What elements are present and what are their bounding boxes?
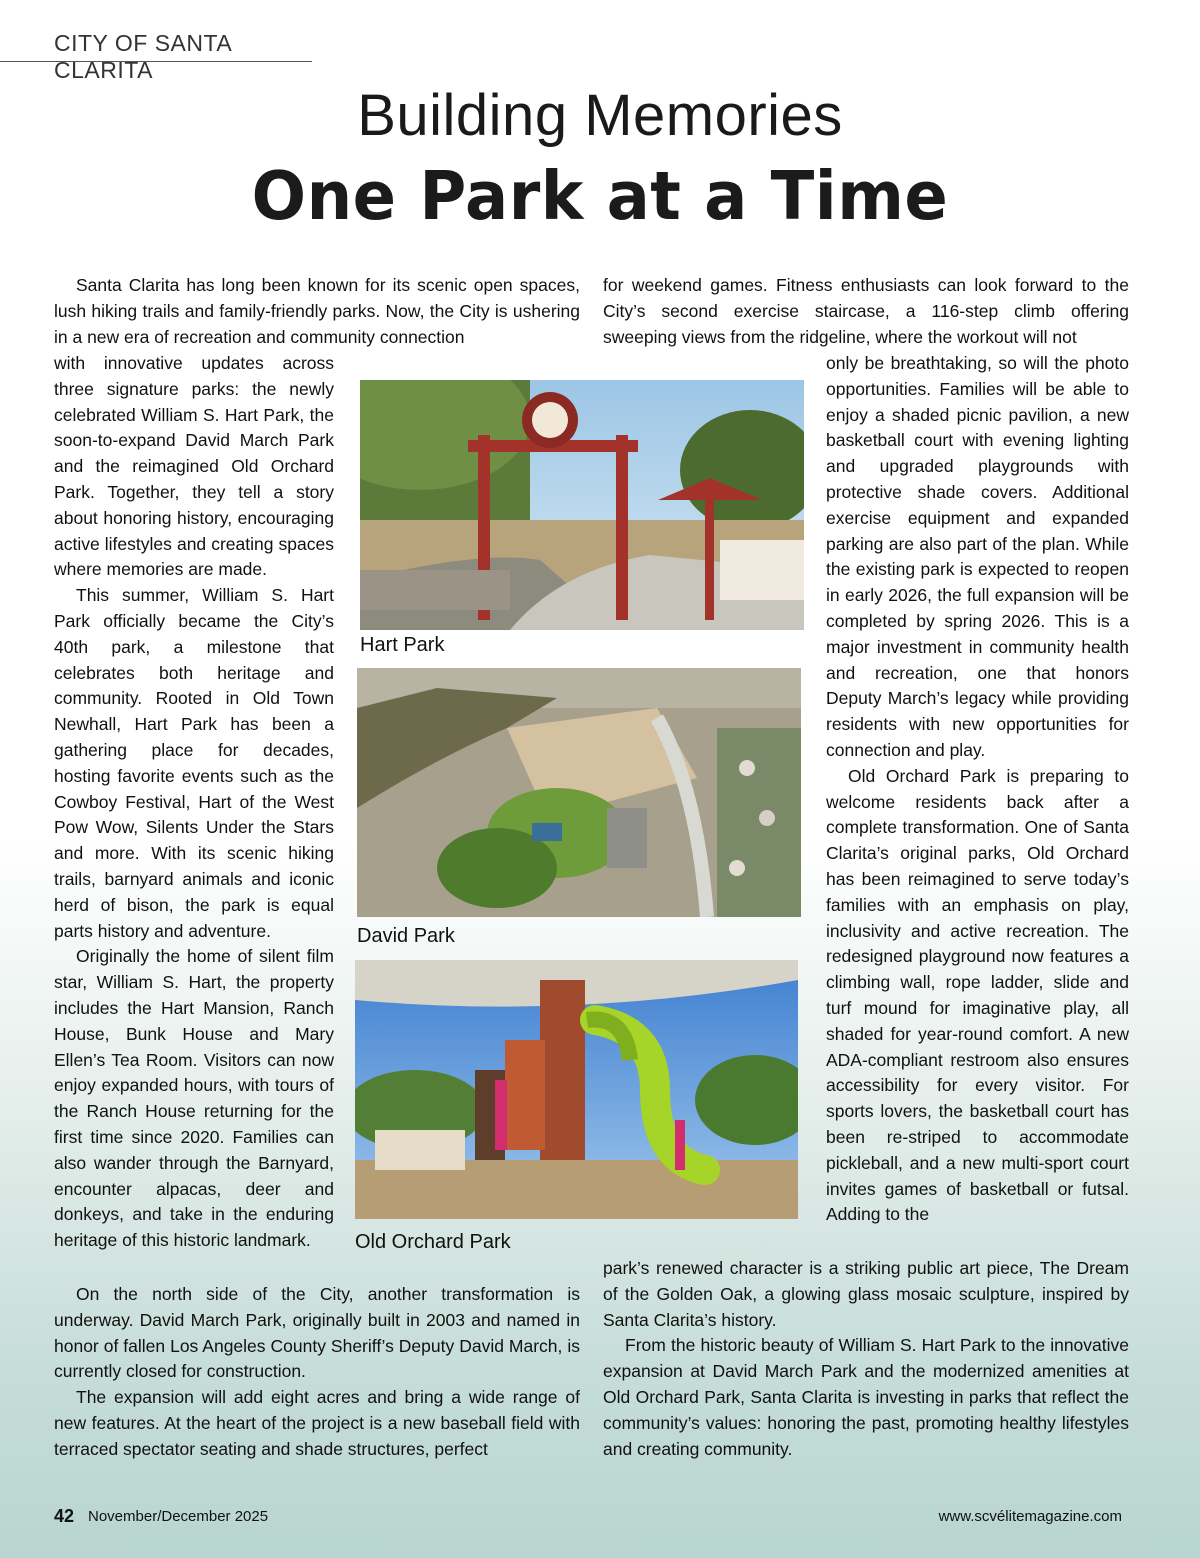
left-column-narrow (54, 351, 334, 1254)
article-title-line-2: One Park at a Time (251, 158, 949, 236)
paragraph: On the north side of the City, another transformation is underway. David March Park, originally built in 2003 and named in honor of fallen Los Angeles County Sheriff’s Deputy David March, is currently closed for construction. (54, 1284, 580, 1382)
paragraph: From the historic beauty of William S. Hart Park to the innovative expansion at David March Park and the modernized amenities at Old Orchard Park, Santa Clarita is investing in parks that reflect the community’s values: honoring the past, promoting healthy lifestyles and creating community. (603, 1335, 1129, 1459)
paragraph: This summer, William S. Hart Park officially became the City’s 40th park, a milestone that celebrates both heritage and community. Rooted in Old Town Newhall, Hart Park has been a gathering place for decades, hosting favorite events such as the Cowboy Festival, Hart of the West Pow Wow, Silents Under the Stars and more. With its scenic hiking trails, barnyard animals and iconic herd of bison, the park is equal parts history and adventure. (54, 585, 334, 941)
left-column-bottom (54, 1282, 580, 1463)
old-orchard-park-photo (355, 960, 798, 1219)
right-column-top (603, 273, 1129, 350)
section-label (0, 28, 312, 83)
paragraph: park’s renewed character is a striking public art piece, The Dream of the Golden Oak, a glowing glass mosaic sculpture, inspired by Santa Clarita’s history. (603, 1258, 1129, 1330)
photo-caption: Hart Park (360, 634, 445, 656)
right-column-bottom (603, 1256, 1129, 1462)
hart-park-image (360, 380, 804, 630)
paragraph: Originally the home of silent film star, William S. Hart, the property includes the Hart Mansion, Ranch House, Bunk House and Mary Ellen’s Tea Room. Visitors can now enjoy expanded hours, with tours of the Ranch House returning for the first time since 2020. Families can also wander through the Barnyard, encounter alpacas, deer and donkeys, and take in the enduring heritage of this historic landmark. (54, 946, 334, 1251)
david-park-image (357, 668, 801, 917)
paragraph: only be breathtaking, so will the photo opportunities. Families will be able to enjoy a shaded picnic pavilion, a new basketball court with evening lighting and upgraded playgrounds with protective shade covers. Additional exercise equipment and expanded parking are also part of the plan. While the existing park is expected to reopen in early 2026, the full expansion will be completed by spring 2026. This is a major investment in community health and recreation, one that honors Deputy March’s legacy while providing residents with new opportunities for connection and play. (826, 353, 1129, 760)
left-column-top (54, 273, 580, 350)
magazine-url: www.scvélitemagazine.com (938, 1508, 1122, 1525)
paragraph: The expansion will add eight acres and bring a wide range of new features. At the heart of the project is a new baseball field with terraced spectator seating and shade structures, perfect (54, 1387, 580, 1459)
page-number: 42 (54, 1506, 75, 1526)
hart-park-photo (360, 380, 804, 630)
photo-caption: David Park (357, 925, 455, 947)
paragraph: with innovative updates across three signature parks: the newly celebrated William S. Hart Park, the soon-to-expand David March Park and the reimagined Old Orchard Park. Together, they tell a story about honoring history, encouraging active lifestyles and creating spaces where memories are made. (54, 353, 334, 580)
issue-date: November/December 2025 (88, 1508, 269, 1525)
right-column-narrow (826, 351, 1129, 1228)
paragraph: Old Orchard Park is preparing to welcome residents back after a complete transformation. One of Santa Clarita’s original parks, Old Orchard has been reimagined to serve today’s families with an emphasis on play, inclusivity and active recreation. The redesigned playground now features a climbing wall, rope ladder, slide and turf mound for imaginative play, all shaded for year-round comfort. A new ADA-compliant restroom also ensures accessibility for every visitor. For sports lovers, the basketball court has been re-striped to accommodate pickleball, and a new multi-sport court invites games of basketball or futsal. Adding to the (826, 765, 1129, 1225)
section-label-text: CITY OF SANTA CLARITA (54, 30, 231, 83)
paragraph: Santa Clarita has long been known for its scenic open spaces, lush hiking trails and family-friendly parks. Now, the City is ushering in a new era of recreation and community connection (54, 275, 580, 347)
old-orchard-park-image (355, 960, 798, 1219)
paragraph: for weekend games. Fitness enthusiasts can look forward to the City’s second exercise staircase, a 116-step climb offering sweeping views from the ridgeline, where the workout will not (603, 275, 1129, 347)
david-park-photo (357, 668, 801, 917)
photo-caption: Old Orchard Park (355, 1231, 511, 1253)
article-title-line-1: Building Memories (357, 83, 843, 148)
